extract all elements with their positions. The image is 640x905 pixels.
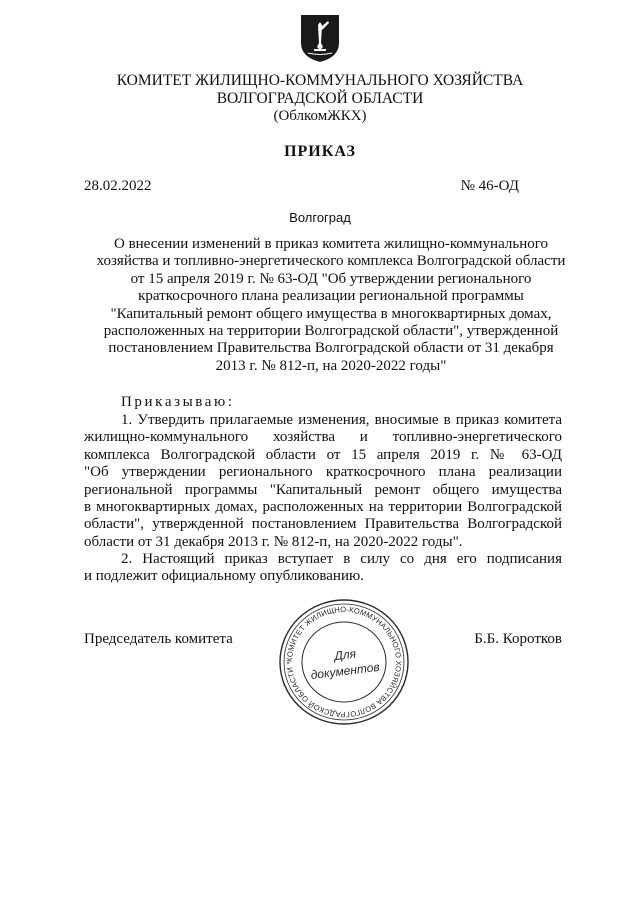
item-line: "Об утверждении регионального краткосрочного плана реализации (84, 464, 562, 481)
stamp-ring-text: КОМИТЕТ ЖИЛИЩНО-КОММУНАЛЬНОГО ХОЗЯЙСТВА ВОЛГОГРАДСКОЙ ОБЛАСТИ * (284, 604, 404, 720)
item-line: 2. Настоящий приказ вступает в силу со дня его подписания (121, 551, 562, 567)
subject-line: "Капитальный ремонт общего имущества в многоквартирных домах, (110, 305, 552, 322)
order-word: Приказываю: (121, 394, 235, 410)
org-abbreviation: (ОблкомЖКХ) (273, 108, 367, 124)
stamp-center-line2: документов (309, 659, 381, 683)
document-number: № 46-ОД (460, 178, 519, 194)
document-type-title: ПРИКАЗ (284, 143, 356, 160)
item-line: региональной программы "Капитальный ремонт общего имущества (84, 481, 562, 498)
signer-name: Б.Б. Коротков (474, 631, 562, 647)
document-date: 28.02.2022 (84, 178, 152, 194)
document-subject (84, 236, 578, 375)
item-line: области", утвержденной постановлением Правительства Волгоградской (84, 516, 562, 533)
item-line: области от 31 декабря 2013 г. № 812-п, на 2020-2022 годы". (84, 533, 463, 550)
subject-line: 2013 г. № 812-п, на 2020-2022 годы" (215, 357, 447, 374)
subject-line: О внесении изменений в приказ комитета жилищно-коммунального (113, 236, 548, 252)
item-line: и подлежит официальному опубликованию. (84, 568, 364, 585)
signer-title: Председатель комитета (84, 631, 233, 647)
subject-line: хозяйства и топливно-энергетического комплекса Волгоградской области (96, 253, 566, 270)
subject-line: от 15 апреля 2019 г. № 63-ОД "Об утверждении регионального (130, 270, 532, 287)
coat-of-arms-icon (298, 13, 342, 63)
item-line: в многоквартирных домах, расположенных на территории Волгоградской (84, 498, 562, 515)
order-item-1 (84, 412, 562, 551)
subject-line: краткосрочного плана реализации региональной программы (138, 288, 524, 305)
official-stamp (276, 597, 412, 727)
org-name-line2: ВОЛГОГРАДСКОЙ ОБЛАСТИ (216, 90, 424, 107)
item-line: 1. Утвердить прилагаемые изменения, вносимые в приказ комитета (121, 412, 562, 428)
item-line: комплекса Волгоградской области от 15 апреля 2019 г. № 63-ОД (84, 446, 562, 463)
document-city: Волгоград (289, 210, 351, 225)
org-name-line1: КОМИТЕТ ЖИЛИЩНО-КОММУНАЛЬНОГО ХОЗЯЙСТВА (116, 72, 524, 89)
order-item-2 (84, 551, 562, 586)
item-line: жилищно-коммунального хозяйства и топливно-энергетического (84, 429, 562, 446)
subject-line: расположенных на территории Волгоградской области", утвержденной (103, 323, 559, 340)
subject-line: постановлением Правительства Волгоградской области от 31 декабря (108, 340, 554, 357)
stamp-center-line1: Для (333, 646, 357, 664)
